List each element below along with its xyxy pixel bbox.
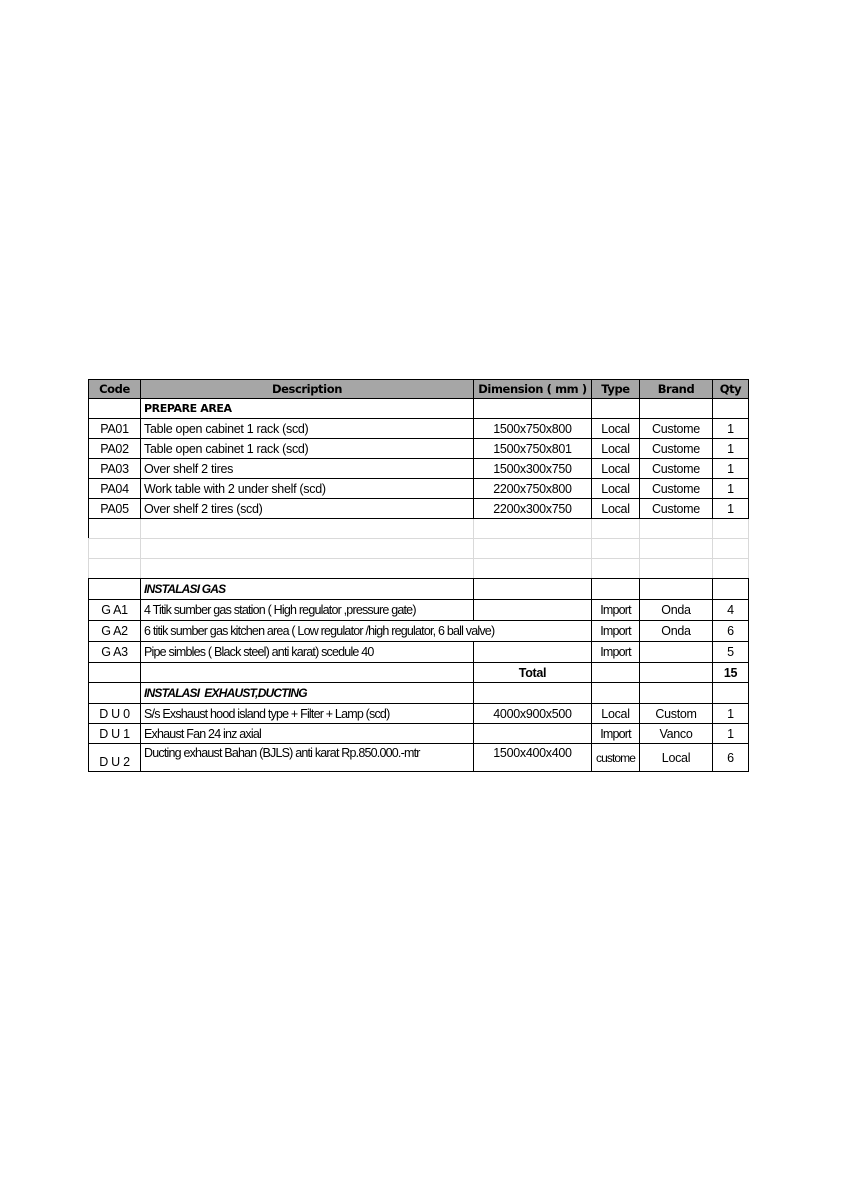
- cell-dimension: [474, 600, 592, 621]
- cell-dimension: 4000x900x500: [474, 704, 592, 724]
- table-row[interactable]: [89, 499, 749, 519]
- section-row-instalasi-exhaust: [89, 683, 749, 704]
- cell-empty: [713, 559, 749, 579]
- cell-dimension: [474, 642, 592, 663]
- cell-empty: [141, 663, 474, 683]
- equipment-table: [88, 379, 749, 772]
- cell-type: Import: [592, 724, 640, 744]
- cell-dimension: [474, 724, 592, 744]
- cell-empty: [141, 519, 474, 539]
- header-code: Code: [89, 380, 141, 399]
- cell-type: custome: [592, 744, 640, 772]
- cell-description: Over shelf 2 tires: [141, 459, 474, 479]
- cell-description: Table open cabinet 1 rack (scd): [141, 439, 474, 459]
- cell-dimension: 1500x750x800: [474, 419, 592, 439]
- cell-brand: Custome: [640, 439, 713, 459]
- table-row[interactable]: [89, 459, 749, 479]
- header-brand: Brand: [640, 380, 713, 399]
- cell-qty: 1: [713, 724, 749, 744]
- cell-code: D U 0: [89, 704, 141, 724]
- cell-brand: Custome: [640, 419, 713, 439]
- cell-code: PA02: [89, 439, 141, 459]
- cell-qty: 6: [713, 744, 749, 772]
- table-row[interactable]: [89, 439, 749, 459]
- cell-empty: [713, 519, 749, 539]
- cell-empty: [89, 683, 141, 704]
- cell-dimension: 1500x400x400: [474, 744, 592, 772]
- cell-type: Local: [592, 419, 640, 439]
- cell-empty: [474, 519, 592, 539]
- cell-qty: 1: [713, 704, 749, 724]
- cell-empty: [640, 539, 713, 559]
- table-row[interactable]: [89, 642, 749, 663]
- cell-empty: [640, 579, 713, 600]
- cell-brand: Local: [640, 744, 713, 772]
- cell-empty: [592, 683, 640, 704]
- cell-description: Pipe simbles ( Black steel) anti karat) scedule 40: [141, 642, 474, 663]
- cell-description: 6 titik sumber gas kitchen area ( Low regulator /high regulator, 6 ball valve): [141, 621, 592, 642]
- cell-description: Work table with 2 under shelf (scd): [141, 479, 474, 499]
- table-row[interactable]: [89, 704, 749, 724]
- header-qty: Qty: [713, 380, 749, 399]
- cell-description: S/s Exshaust hood island type + Filter + Lamp (scd): [141, 704, 474, 724]
- cell-empty: [592, 663, 640, 683]
- blank-row: [89, 539, 749, 559]
- cell-empty: [592, 579, 640, 600]
- cell-code: PA03: [89, 459, 141, 479]
- cell-empty: [713, 399, 749, 419]
- section-row-prepare-area: [89, 399, 749, 419]
- cell-qty: 1: [713, 479, 749, 499]
- cell-empty: [640, 559, 713, 579]
- table-row[interactable]: [89, 724, 749, 744]
- cell-empty: [89, 539, 141, 559]
- header-dimension: Dimension ( mm ): [474, 380, 592, 399]
- cell-description: 4 Titik sumber gas station ( High regulator ,pressure gate): [141, 600, 474, 621]
- cell-empty: [640, 663, 713, 683]
- total-label: Total: [474, 663, 592, 683]
- section-title-prepare-area: PREPARE AREA: [141, 399, 474, 419]
- cell-type: Local: [592, 704, 640, 724]
- cell-dimension: 2200x300x750: [474, 499, 592, 519]
- equipment-table-container: [88, 379, 748, 772]
- cell-empty: [640, 683, 713, 704]
- blank-row: [89, 559, 749, 579]
- cell-qty: 1: [713, 459, 749, 479]
- cell-empty: [640, 519, 713, 539]
- cell-empty: [89, 559, 141, 579]
- cell-empty: [141, 559, 474, 579]
- cell-description: Ducting exhaust Bahan (BJLS) anti karat Rp.850.000.-mtr: [141, 744, 474, 772]
- cell-type: Import: [592, 600, 640, 621]
- cell-code: G A2: [89, 621, 141, 642]
- cell-brand: Custome: [640, 479, 713, 499]
- cell-empty: [89, 663, 141, 683]
- cell-empty: [713, 683, 749, 704]
- table-row[interactable]: [89, 479, 749, 499]
- header-type: Type: [592, 380, 640, 399]
- cell-code: D U 2: [89, 744, 141, 772]
- cell-qty: 1: [713, 499, 749, 519]
- cell-qty: 4: [713, 600, 749, 621]
- cell-dimension: 1500x300x750: [474, 459, 592, 479]
- cell-empty: [474, 399, 592, 419]
- total-qty: 15: [713, 663, 749, 683]
- header-description: Description: [141, 380, 474, 399]
- cell-empty: [89, 399, 141, 419]
- blank-row: [89, 519, 749, 539]
- cell-type: Local: [592, 479, 640, 499]
- cell-code: G A1: [89, 600, 141, 621]
- cell-empty: [592, 559, 640, 579]
- cell-description: Over shelf 2 tires (scd): [141, 499, 474, 519]
- cell-brand: Custome: [640, 499, 713, 519]
- section-title-instalasi-gas: INSTALASI GAS: [141, 579, 474, 600]
- cell-code: G A3: [89, 642, 141, 663]
- cell-brand: [640, 642, 713, 663]
- cell-type: Local: [592, 439, 640, 459]
- table-row[interactable]: [89, 600, 749, 621]
- total-row: [89, 663, 749, 683]
- cell-qty: 5: [713, 642, 749, 663]
- section-row-instalasi-gas: [89, 579, 749, 600]
- cell-type: Local: [592, 499, 640, 519]
- cell-brand: Custome: [640, 459, 713, 479]
- cell-type: Import: [592, 621, 640, 642]
- section-title-instalasi-exhaust: INSTALASI EXHAUST,DUCTING: [141, 683, 474, 704]
- table-row[interactable]: [89, 744, 749, 772]
- cell-qty: 1: [713, 439, 749, 459]
- cell-empty: [592, 539, 640, 559]
- table-row[interactable]: [89, 621, 749, 642]
- cell-brand: Vanco: [640, 724, 713, 744]
- cell-empty: [474, 559, 592, 579]
- cell-qty: 1: [713, 419, 749, 439]
- cell-empty: [474, 579, 592, 600]
- cell-empty: [141, 539, 474, 559]
- cell-dimension: 2200x750x800: [474, 479, 592, 499]
- cell-empty: [592, 399, 640, 419]
- cell-code: PA01: [89, 419, 141, 439]
- cell-qty: 6: [713, 621, 749, 642]
- cell-brand: Custom: [640, 704, 713, 724]
- cell-empty: [89, 519, 141, 539]
- cell-brand: Onda: [640, 621, 713, 642]
- cell-type: Import: [592, 642, 640, 663]
- cell-empty: [89, 579, 141, 600]
- cell-empty: [713, 579, 749, 600]
- cell-description: Exhaust Fan 24 inz axial: [141, 724, 474, 744]
- cell-type: Local: [592, 459, 640, 479]
- table-header-row: [89, 380, 749, 399]
- table-row[interactable]: [89, 419, 749, 439]
- cell-brand: Onda: [640, 600, 713, 621]
- cell-code: PA05: [89, 499, 141, 519]
- cell-code: D U 1: [89, 724, 141, 744]
- cell-empty: [474, 683, 592, 704]
- cell-code: PA04: [89, 479, 141, 499]
- cell-empty: [592, 519, 640, 539]
- cell-empty: [640, 399, 713, 419]
- cell-empty: [474, 539, 592, 559]
- cell-dimension: 1500x750x801: [474, 439, 592, 459]
- cell-empty: [713, 539, 749, 559]
- cell-description: Table open cabinet 1 rack (scd): [141, 419, 474, 439]
